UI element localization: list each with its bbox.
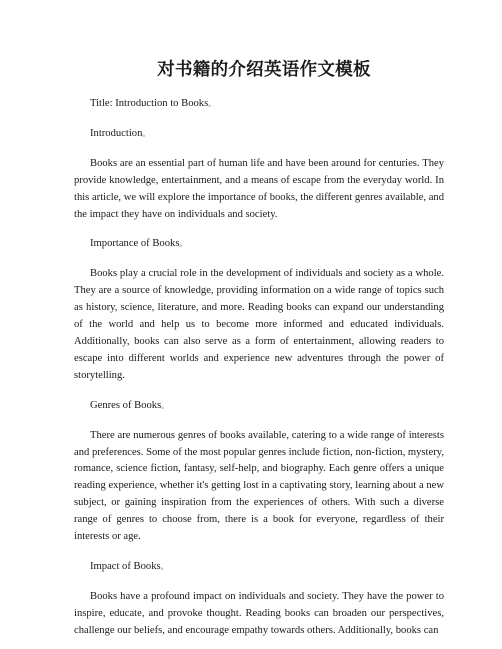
paragraph-impact-body (74, 589, 444, 640)
section-heading-importance (74, 236, 444, 253)
paragraph-text: Genres of Books (90, 399, 162, 411)
paragraph-end-mark: 。 (161, 401, 169, 410)
paragraph-text: Introduction (90, 127, 143, 139)
paragraph-text: Title: Introduction to Books (90, 98, 209, 109)
paragraph-text: Books play a crucial role in the development of individuals and society as a whole. They are a source of knowledge, providing information on a wide range of topics such as history, science, literature, and more. Reading books can expand our understanding of the world and help us to become more informed and educated individuals. Additionally, books can also serve as a form of entertainment, allowing readers to escape into different worlds and experience new adventures through the power of storytelling. (74, 268, 444, 381)
paragraph-text: Books have a profound impact on individuals and society. They have the power to inspire, educate, and provoke thought. Reading books can broaden our perspectives, challenge our beliefs, and encourage empathy towards others. Additionally, books can (74, 590, 444, 636)
paragraph-introduction-body (74, 156, 444, 224)
paragraph-end-mark: 。 (208, 100, 216, 108)
paragraph-text: Importance of Books (90, 238, 180, 250)
paragraph-end-mark: 。 (179, 240, 187, 249)
paragraph-title-line (74, 96, 444, 113)
paragraph-text: Impact of Books (90, 560, 161, 572)
paragraph-text: Books are an essential part of human life and have been around for centuries. They provide knowledge, entertainment, and a means of escape from the everyday world. In this article, we will explore the importance of books, the different genres available, and the impact they have on individuals and society. (74, 157, 444, 220)
section-heading-introduction (74, 126, 444, 143)
paragraph-genres-body (74, 428, 444, 546)
document-title: 对书籍的介绍英语作文模板 (157, 60, 371, 80)
paragraph-text: There are numerous genres of books available, catering to a wide range of interests and preferences. Some of the most popular genres include fiction, non-fiction, mystery, romance, science fiction, fantasy, self-help, and biography. Each genre offers a unique reading experience, whether it's getting lost in a captivating story, learning about a new subject, or gaining inspiration from the experiences of others. With such a diverse range of genres to choose from, there is a book for everyone, regardless of their interests or age. (74, 429, 444, 543)
section-heading-impact (74, 559, 444, 576)
paragraph-end-mark: 。 (142, 129, 150, 138)
paragraph-importance-body (74, 266, 444, 384)
paragraph-end-mark: 。 (160, 562, 168, 571)
section-heading-genres (74, 398, 444, 415)
